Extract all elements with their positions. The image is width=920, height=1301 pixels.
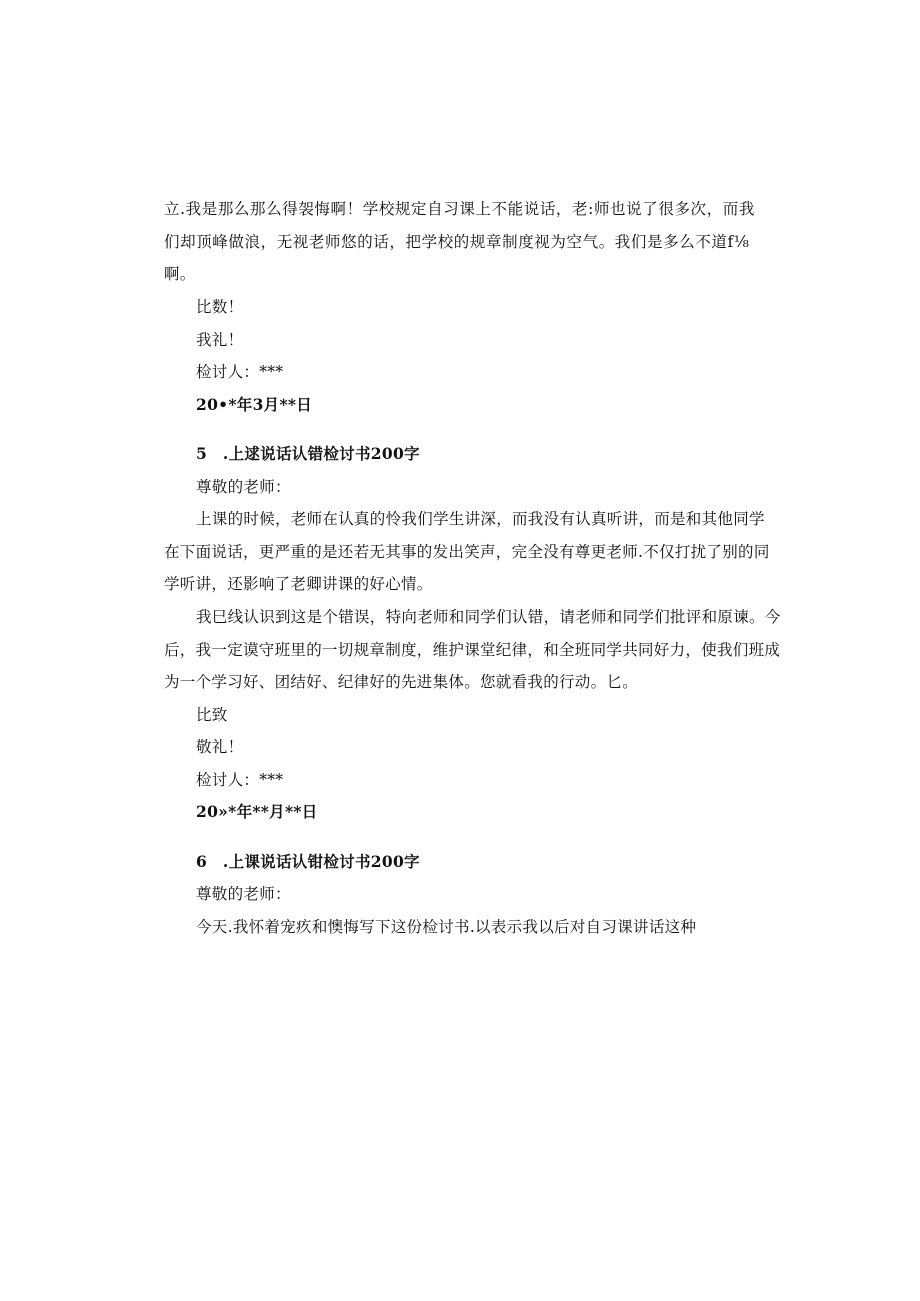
section6-heading: 6 .上课说话认钳检讨书200字 xyxy=(196,852,420,871)
section4-closing1: 比数！ xyxy=(196,298,244,316)
section5-closing2: 敬礼！ xyxy=(196,738,244,756)
section5-p1-line3: 学听讲，还影响了老卿讲课的好心情。 xyxy=(164,575,433,593)
section4-line3: 啊。 xyxy=(164,265,196,283)
section6-p1-line1: 今天.我怀着宠疚和懊悔写下这份检讨书.以表示我以后对自习课讲话这种 xyxy=(196,918,697,936)
section5-p1-line2: 在下面说话，更严重的是还若无其事的发出笑声，完全没有尊更老师.不仅打扰了别的同 xyxy=(164,543,770,561)
section4-date: 20•*年3月**日 xyxy=(196,395,313,414)
section4-closing2: 我礼！ xyxy=(196,331,244,349)
section5-heading: 5 .上逑说话认错检讨书200字 xyxy=(196,444,420,463)
section5-greeting: 尊敬的老师： xyxy=(196,478,291,496)
section5-signer: 检讨人：*** xyxy=(196,771,284,789)
section4-line2: 们却顶峰做浪，无视老师悠的话，把学校的规章制度视为空气。我们是多么不道f⅛ xyxy=(164,233,750,251)
section5-p2-line3: 为一个学习好、团结好、纪律好的先进集体。您就看我的行动。匕。 xyxy=(164,673,639,691)
section5-p1-line1: 上课的时候，老师在认真的怜我们学生讲深，而我没有认真听讲，而是和其他同学 xyxy=(196,510,765,528)
section5-date: 20»*年**月**日 xyxy=(196,802,318,821)
section6-greeting: 尊敬的老师： xyxy=(196,885,291,903)
section4-line1: 立.我是那么那么得袈悔啊！学校规定自习课上不能说话，老:师也说了很多次，而我 xyxy=(164,200,755,218)
section4-signer: 检讨人：*** xyxy=(196,363,284,381)
section5-p2-line2: 后，我一定谟守班里的一切规章制度，维护课堂纪律，和全班同学共同好力，使我们班成 xyxy=(164,641,781,659)
section5-p2-line1: 我巳线认识到这是个错误，特向老师和同学们认错，请老师和同学们批评和原谏。今 xyxy=(196,608,781,626)
section5-closing1: 比致 xyxy=(196,706,228,724)
